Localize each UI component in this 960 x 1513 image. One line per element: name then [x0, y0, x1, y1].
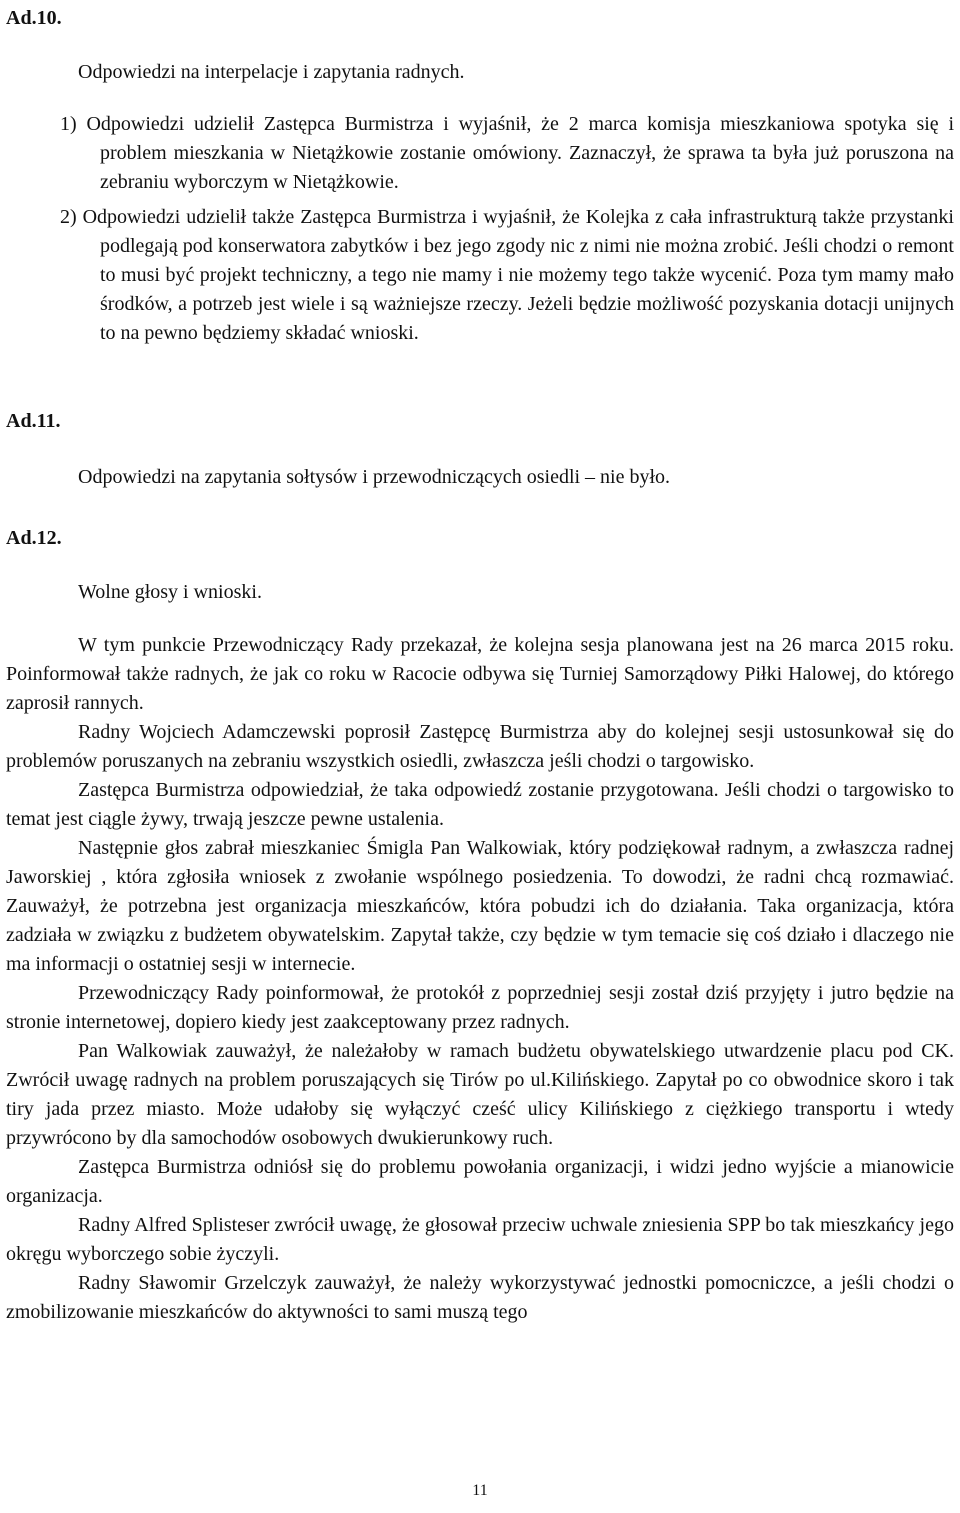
heading-ad12: Ad.12. — [6, 527, 62, 549]
paragraph: Zastępca Burmistrza odpowiedział, że taka odpowiedź zostanie przygotowana. Jeśli chodzi o targowisko to temat jest ciągle żywy, trwają jeszcze pewne ustalenia. — [6, 779, 954, 830]
section-title-ad11: Odpowiedzi na zapytania sołtysów i przewodniczących osiedli – nie było. — [78, 466, 671, 488]
heading-ad11: Ad.11. — [6, 410, 61, 432]
paragraph: Zastępca Burmistrza odniósł się do problemu powołania organizacji, i widzi jedno wyjście a mianowicie organizacja. — [6, 1156, 954, 1207]
page-number: 11 — [472, 1482, 488, 1499]
answer-1: 1) Odpowiedzi udzielił Zastępca Burmistrza i wyjaśnił, że 2 marca komisja mieszkaniowa spotyka się i problem mieszkania w Nietążkowie zostanie omówiony. Zaznaczył, że sprawa ta była już poruszona na zebraniu wyborczym w Nietążkowie. — [60, 113, 954, 193]
paragraph: Radny Alfred Splisteser zwrócił uwagę, że głosował przeciw uchwale zniesienia SPP bo tak mieszkańcy jego okręgu wyborczego sobie życzyli. — [6, 1214, 954, 1265]
paragraph: Pan Walkowiak zauważył, że należałoby w ramach budżetu obywatelskiego utwardzenie placu pod CK. Zwrócił uwagę radnych na problem poruszających się Tirów po ul.Kilińskiego. Zapytał po co obwodnice skoro i tak tiry jada przez miasto. Może udałoby się wyłączyć cześć ulicy Kilińskiego z ciężkiego transportu i wtedy przywrócono by dla samochodów osobowych dwukierunkowy ruch. — [6, 1040, 954, 1149]
paragraph: W tym punkcie Przewodniczący Rady przekazał, że kolejna sesja planowana jest na 26 marca 2015 roku. Poinformował także radnych, że jak co roku w Racocie odbywa się Turniej Samorządowy Piłki Halowej, do którego zaprosił rannych. — [6, 634, 954, 714]
body-paragraphs — [6, 631, 954, 1327]
section-title-ad12: Wolne głosy i wnioski. — [78, 581, 262, 603]
heading-ad10: Ad.10. — [6, 7, 62, 29]
paragraph: Radny Wojciech Adamczewski poprosił Zastępcę Burmistrza aby do kolejnej sesji ustosunkował się do problemów poruszanych na zebraniu wszystkich osiedli, zwłaszcza jeśli chodzi o targowisko. — [6, 721, 954, 772]
paragraph: Radny Sławomir Grzelczyk zauważył, że należy wykorzystywać jednostki pomocniczce, a jeśli chodzi o zmobilizowanie mieszkańców do aktywności to sami muszą tego — [6, 1272, 954, 1323]
paragraph: Następnie głos zabrał mieszkaniec Śmigla Pan Walkowiak, który podziękował radnym, a zwłaszcza radnej Jaworskiej , która zgłosiła wniosek z zwołanie wspólnego posiedzenia. To dowodzi, że radni chcą rozmawiać. Zauważył, że potrzebna jest organizacja mieszkańców, która pobudzi ich do działania. Taka organizacja, która zadziała w związku z budżetem obywatelskim. Zapytał także, czy będzie w tym temacie się coś działo i dlaczego nie ma informacji o ostatniej sesji w internecie. — [6, 837, 954, 975]
section-title-ad10: Odpowiedzi na interpelacje i zapytania radnych. — [78, 61, 465, 83]
paragraph: Przewodniczący Rady poinformował, że protokół z poprzedniej sesji został dziś przyjęty i jutro będzie na stronie internetowej, dopiero kiedy jest zaakceptowany przez radnych. — [6, 982, 954, 1033]
answer-2: 2) Odpowiedzi udzielił także Zastępca Burmistrza i wyjaśnił, że Kolejka z cała infrastrukturą także przystanki podlegają pod konserwatora zabytków i bez jego zgody nic z nimi nie można zrobić. Jeśli chodzi o remont to musi być projekt techniczny, a tego nie mamy i nie możemy tego także wycenić. Poza tym mamy mało środków, a potrzeb jest wiele i są ważniejsze rzeczy. Jeżeli będzie możliwość pozyskania dotacji unijnych to na pewno będziemy składać wnioski. — [60, 206, 954, 344]
